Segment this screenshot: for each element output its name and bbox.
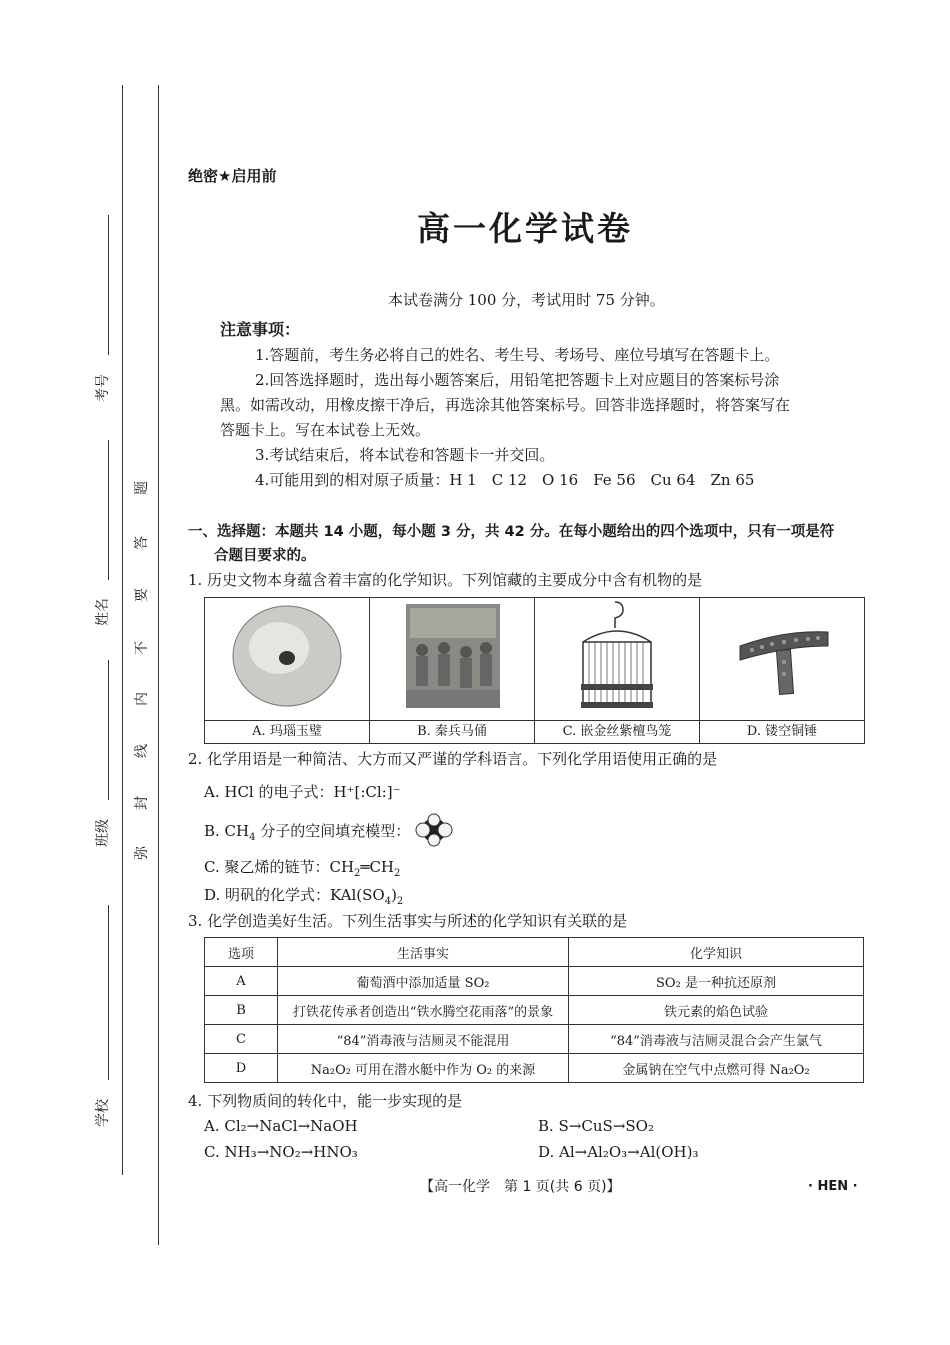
name-field[interactable] bbox=[108, 440, 109, 580]
q2-option-c-text: C. 聚乙烯的链节：CH bbox=[204, 858, 355, 876]
q2-option-b-text: B. CH bbox=[204, 822, 250, 840]
secret-label: 绝密★启用前 bbox=[188, 167, 277, 185]
note-line: 3.考试结束后，将本试卷和答题卡一并交回。 bbox=[255, 446, 555, 464]
seal-text-char: 封 bbox=[134, 796, 150, 810]
table-row[interactable] bbox=[205, 1054, 864, 1083]
table-cell: Na₂O₂ 可用在潜水艇中作为 O₂ 的来源 bbox=[278, 1054, 569, 1083]
q2-option-a-text: A. HCl 的电子式： bbox=[204, 783, 334, 801]
space-filling-model-icon bbox=[414, 813, 454, 847]
section-heading-cont: 合题目要求的。 bbox=[214, 548, 316, 564]
table-cell: “84”消毒液与洁厕灵混合会产生氯气 bbox=[569, 1025, 864, 1054]
note-line: 黑。如需改动，用橡皮擦干净后，再选涂其他答案标号。回答非选择题时，将答案写在 bbox=[220, 396, 791, 414]
seal-text-char: 题 bbox=[134, 481, 150, 495]
q1-option-b[interactable] bbox=[370, 598, 535, 744]
terracotta-army-icon bbox=[370, 598, 534, 716]
q1-option-c[interactable] bbox=[535, 598, 700, 744]
q1-stem: 1. 历史文物本身蕴含着丰富的化学知识。下列馆藏的主要成分中含有机物的是 bbox=[188, 571, 703, 589]
note-line: 4.可能用到的相对原子质量：H 1 C 12 O 16 Fe 56 Cu 64 Zn 65 bbox=[255, 471, 755, 489]
subscript: 2 bbox=[394, 868, 401, 879]
seal-text-char: 弥 bbox=[134, 846, 150, 860]
note-line: 答题卡上。写在本试卷上无效。 bbox=[220, 421, 431, 439]
q2-option-c[interactable] bbox=[204, 855, 400, 886]
seal-text-char: 线 bbox=[134, 744, 150, 758]
seal-text-char: 内 bbox=[134, 692, 150, 706]
q4-option-a[interactable]: A. Cl₂→NaCl→NaOH bbox=[204, 1117, 358, 1135]
subscript: 2 bbox=[354, 868, 361, 879]
exam-info: 本试卷满分 100 分，考试用时 75 分钟。 bbox=[388, 291, 665, 309]
subscript: 4 bbox=[249, 832, 256, 843]
q4-option-c[interactable]: C. NH₃→NO₂→HNO₃ bbox=[204, 1143, 358, 1161]
table-cell: 铁元素的焰色试验 bbox=[569, 996, 864, 1025]
section-heading: 一、选择题：本题共 14 小题，每小题 3 分，共 42 分。在每小题给出的四个选项中，只有一项是符 bbox=[188, 524, 835, 540]
jade-disc-icon bbox=[205, 598, 369, 716]
q3-stem: 3. 化学创造美好生活。下列生活事实与所述的化学知识有关联的是 bbox=[188, 912, 628, 930]
school-label: 学校 bbox=[95, 1099, 111, 1127]
binding-line-outer bbox=[122, 85, 123, 1175]
q1-option-a[interactable] bbox=[205, 598, 370, 744]
exam-number-label: 考号 bbox=[95, 374, 111, 402]
page-title: 高一化学试卷 bbox=[417, 209, 633, 248]
q3-table bbox=[204, 937, 864, 1083]
table-header: 生活事实 bbox=[278, 938, 569, 967]
q2-option-c-text-2: ═CH bbox=[360, 858, 395, 876]
q1-option-a-label: A. 玛瑙玉璧 bbox=[205, 720, 369, 743]
note-line: 2.回答选择题时，选出每小题答案后，用铅笔把答题卡上对应题目的答案标号涂 bbox=[255, 371, 780, 389]
table-cell: 葡萄酒中添加适量 SO₂ bbox=[278, 967, 569, 996]
q4-option-b[interactable]: B. S→CuS→SO₂ bbox=[538, 1117, 654, 1135]
q2-stem: 2. 化学用语是一种简洁、大方而又严谨的学科语言。下列化学用语使用正确的是 bbox=[188, 750, 718, 768]
binding-line-inner bbox=[158, 85, 159, 1245]
q2-option-d-text: D. 明矾的化学式：KAl(SO bbox=[204, 886, 385, 904]
table-cell: “84”消毒液与洁厕灵不能混用 bbox=[278, 1025, 569, 1054]
q1-option-d-label: D. 镂空铜锤 bbox=[700, 720, 864, 743]
table-cell: B bbox=[205, 996, 278, 1025]
school-field[interactable] bbox=[108, 905, 109, 1080]
notes-heading: 注意事项： bbox=[220, 320, 301, 339]
subscript: 2 bbox=[396, 896, 404, 907]
q2-option-b-text-2: 分子的空间填充模型： bbox=[255, 822, 411, 840]
table-header: 化学知识 bbox=[569, 938, 864, 967]
q1-option-b-label: B. 秦兵马俑 bbox=[370, 720, 534, 743]
table-cell: D bbox=[205, 1054, 278, 1083]
table-header: 选项 bbox=[205, 938, 278, 967]
q1-option-d[interactable] bbox=[700, 598, 865, 744]
q1-image-table bbox=[204, 597, 865, 744]
name-label: 姓名 bbox=[95, 598, 111, 626]
q4-stem: 4. 下列物质间的转化中，能一步实现的是 bbox=[188, 1092, 463, 1110]
table-cell: 打铁花传承者创造出“铁水腾空花雨落”的景象 bbox=[278, 996, 569, 1025]
bird-cage-icon bbox=[535, 598, 699, 716]
seal-text-char: 要 bbox=[134, 588, 150, 602]
q1-option-c-label: C. 嵌金丝紫檀鸟笼 bbox=[535, 720, 699, 743]
class-label: 班级 bbox=[95, 819, 111, 847]
table-row[interactable] bbox=[205, 996, 864, 1025]
q2-option-a[interactable] bbox=[204, 780, 401, 804]
table-row[interactable] bbox=[205, 1025, 864, 1054]
q4-option-d[interactable]: D. Al→Al₂O₃→Al(OH)₃ bbox=[538, 1143, 699, 1161]
note-line: 1.答题前，考生务必将自己的姓名、考生号、考场号、座位号填写在答题卡上。 bbox=[255, 346, 780, 364]
copper-hammer-icon bbox=[700, 598, 864, 716]
table-cell: C bbox=[205, 1025, 278, 1054]
footer-code: · HEN · bbox=[808, 1179, 858, 1194]
class-field[interactable] bbox=[108, 660, 109, 800]
table-cell: A bbox=[205, 967, 278, 996]
subscript: 4 bbox=[384, 896, 392, 907]
table-cell: SO₂ 是一种抗还原剂 bbox=[569, 967, 864, 996]
q2-option-b[interactable] bbox=[204, 819, 410, 850]
seal-text-char: 答 bbox=[134, 536, 150, 550]
table-row[interactable] bbox=[205, 967, 864, 996]
exam-number-field[interactable] bbox=[108, 215, 109, 355]
seal-text-char: 不 bbox=[134, 641, 150, 655]
page-footer: 【高一化学 第 1 页(共 6 页)】 bbox=[420, 1179, 621, 1195]
table-header-row bbox=[205, 938, 864, 967]
q2-option-d-text-2: ) bbox=[391, 886, 397, 904]
q2-option-a-formula: H⁺[:Cl:]⁻ bbox=[333, 783, 401, 801]
table-cell: 金属钠在空气中点燃可得 Na₂O₂ bbox=[569, 1054, 864, 1083]
